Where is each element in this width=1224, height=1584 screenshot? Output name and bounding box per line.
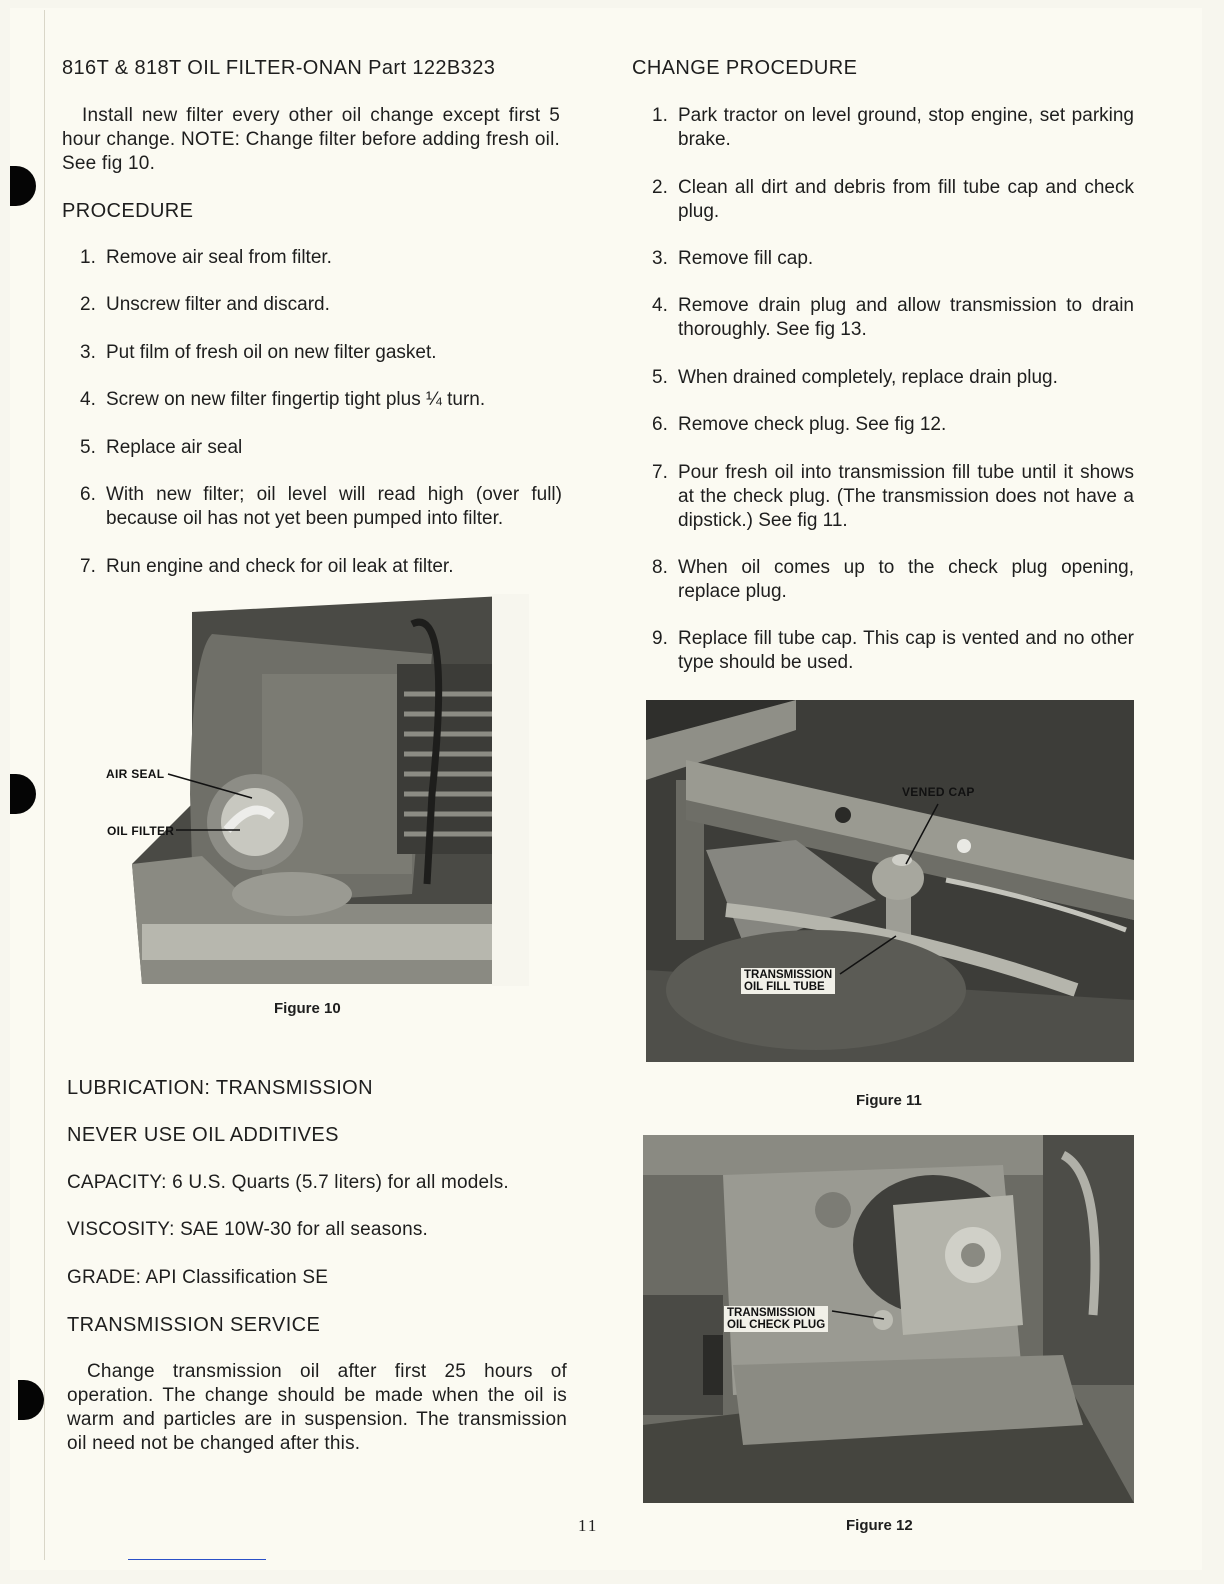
step-number: 9. (652, 628, 668, 649)
capacity-spec: CAPACITY: 6 U.S. Quarts (5.7 liters) for all models. (67, 1172, 509, 1193)
lubrication-heading: LUBRICATION: TRANSMISSION (67, 1077, 373, 1099)
step-number: 3. (652, 248, 668, 269)
step-number: 4. (80, 389, 96, 410)
service-text: Change transmission oil after first 25 hours of operation. The change should be made when the oil is warm and particles are in suspension. The transmission oil need not be changed after this. (67, 1361, 567, 1454)
step-number: 5. (80, 437, 96, 458)
step-text: When drained completely, replace drain plug. (678, 367, 1058, 388)
check-plug-label (724, 1306, 828, 1332)
step-text: Replace air seal (106, 437, 243, 458)
oil-filter-label: OIL FILTER (107, 824, 175, 838)
figure-11-caption: Figure 11 (856, 1092, 922, 1109)
air-seal-label: AIR SEAL (106, 767, 165, 781)
procedure-heading: PROCEDURE (62, 200, 194, 222)
step-number: 1. (80, 247, 96, 268)
step-text: Unscrew filter and discard. (106, 294, 330, 315)
service-heading: TRANSMISSION SERVICE (67, 1314, 321, 1336)
step-number: 2. (652, 177, 668, 198)
step-text: Remove check plug. See fig 12. (678, 414, 947, 435)
grade-spec: GRADE: API Classification SE (67, 1267, 329, 1288)
step-text: Put film of fresh oil on new filter gasket. (106, 342, 437, 363)
check-plug-label-line-1: TRANSMISSION (727, 1307, 816, 1319)
fill-tube-label-line-2: OIL FILL TUBE (744, 981, 825, 993)
step-number: 6. (652, 414, 668, 435)
page-number: 11 (578, 1516, 599, 1535)
oil-filter-intro: Install new filter every other oil change except first 5 hour change. NOTE: Change filter before adding fresh oil. See fig 10. (62, 105, 560, 174)
step-number: 7. (80, 556, 96, 577)
step-text: Screw on new filter fingertip tight plus ¼ turn. (106, 389, 486, 410)
step-text: Run engine and check for oil leak at filter. (106, 556, 454, 577)
step-number: 1. (652, 105, 668, 126)
vented-cap-label: VENED CAP (902, 785, 975, 799)
step-number: 5. (652, 367, 668, 388)
change-procedure-heading: CHANGE PROCEDURE (632, 57, 858, 79)
footer-rule (128, 1559, 266, 1560)
step-number: 7. (652, 462, 668, 483)
fill-tube-label (741, 968, 835, 994)
binding-line (44, 10, 45, 1560)
additives-warning: NEVER USE OIL ADDITIVES (67, 1124, 339, 1146)
step-text: Remove air seal from filter. (106, 247, 332, 268)
figure-10-leader-lines (160, 768, 260, 838)
step-text: When oil comes up to the check plug opening, replace plug. (678, 557, 1134, 602)
check-plug-label-line-2: OIL CHECK PLUG (727, 1319, 826, 1331)
step-text: Park tractor on level ground, stop engine, set parking brake. (678, 105, 1134, 150)
step-text: With new filter; oil level will read high (over full) because oil has not yet been pumped into filter. (106, 484, 562, 529)
step-text: Remove fill cap. (678, 248, 814, 269)
step-text: Remove drain plug and allow transmission to drain thoroughly. See fig 13. (678, 295, 1134, 340)
step-text: Clean all dirt and debris from fill tube cap and check plug. (678, 177, 1134, 222)
figure-12-leader-line (830, 1305, 890, 1325)
oil-filter-title: 816T & 818T OIL FILTER-ONAN Part 122B323 (62, 57, 496, 79)
step-number: 8. (652, 557, 668, 578)
figure-11-leader-lines (836, 800, 946, 980)
figure-12-caption: Figure 12 (846, 1517, 913, 1534)
step-number: 4. (652, 295, 668, 316)
step-text: Replace fill tube cap. This cap is vented and no other type should be used. (678, 628, 1134, 673)
figure-10-caption: Figure 10 (274, 1000, 341, 1017)
step-text: Pour fresh oil into transmission fill tube until it shows at the check plug. (The transmission does not have a dipstick.) See fig 11. (678, 462, 1134, 531)
fill-tube-label-line-1: TRANSMISSION (744, 969, 833, 981)
step-number: 6. (80, 484, 96, 505)
viscosity-spec: VISCOSITY: SAE 10W-30 for all seasons. (67, 1219, 429, 1240)
step-number: 3. (80, 342, 96, 363)
step-number: 2. (80, 294, 96, 315)
